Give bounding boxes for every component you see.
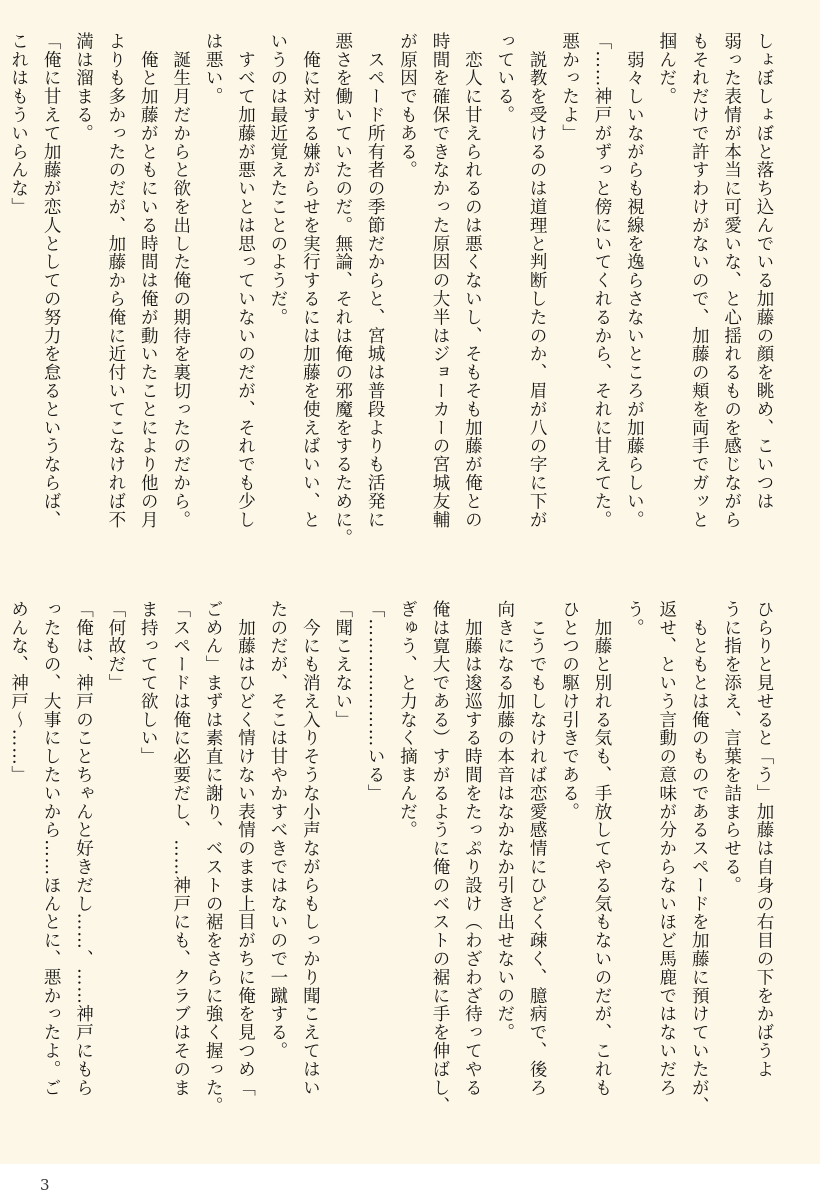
text-line: 弱った表情が本当に可愛いな、と心揺れるものを感じながら <box>721 32 742 529</box>
upper-text-block <box>8 32 780 577</box>
text-line: しょぼしょぼと落ち込んでいる加藤の顔を眺め、こいつは <box>754 32 774 511</box>
text-line: 「俺に甘えて加藤が恋人としての努力を怠るというならば、 <box>41 32 62 529</box>
text-line: 俺と加藤がともにいる時間は俺が動いたことにより他の月 <box>138 32 159 529</box>
text-line: 時間を確保できなかった原因の大半はジョーカーの宮城友輔 <box>429 32 450 529</box>
text-line: ぎゅう、と力なく摘まんだ。 <box>397 600 418 840</box>
text-line: 「俺は、神戸のことちゃんと好きだし……、……神戸にもら <box>73 600 94 1097</box>
lower-text-block <box>8 600 780 1145</box>
text-line: たのだが、そこは甘やかすべきではないので一蹴する。 <box>267 600 288 1060</box>
text-line: う。 <box>624 600 645 637</box>
text-line: 返せ、という言動の意味が分からないほど馬鹿ではないだろ <box>656 600 677 1097</box>
text-line: 悪かったよ」 <box>559 32 580 143</box>
text-line: っている。 <box>494 32 515 124</box>
text-line: 「…………………いる」 <box>365 600 386 803</box>
text-line: 加藤は逡巡する時間をたっぷり設け（わざわざ待ってやる <box>462 600 483 1097</box>
text-line: 掴んだ。 <box>656 32 677 106</box>
text-line <box>0 32 2 577</box>
text-line: よりも多かったのだが、加藤から俺に近付いてこなければ不 <box>105 32 126 529</box>
page-number: 3 <box>40 1176 50 1194</box>
text-line: ひとつの駆け引きである。 <box>559 600 580 821</box>
page-footer <box>0 1164 820 1200</box>
text-line: もともとは俺のものであるスペードを加藤に預けていたが、 <box>689 600 710 1116</box>
text-line: うに指を添え、言葉を詰まらせる。 <box>721 600 742 895</box>
text-line: 「聞こえない」 <box>332 600 353 729</box>
text-line: 向きになる加藤の本音はなかなか引き出せないのだ。 <box>494 600 515 1042</box>
text-line <box>0 600 2 1145</box>
text-line: ごめん」まずは素直に謝り、ベストの裾をさらに強く握った。 <box>203 600 224 1116</box>
text-line: これはもういらんな」 <box>8 32 29 216</box>
text-line: 説教を受けるのは道理と判断したのか、眉が八の字に下が <box>527 32 548 529</box>
text-line: いうのは最近覚えたことのようだ。 <box>267 32 288 327</box>
text-line: 俺は寛大である）すがるように俺のベストの裾に手を伸ばし、 <box>429 600 450 1116</box>
text-line: 弱々しいながらも視線を逸らさないところが加藤らしい。 <box>624 32 645 529</box>
text-line: 「……神戸がずっと傍にいてくれるから、それに甘えてた。 <box>591 32 612 529</box>
text-line: 悪さを働いていたのだ。無論、それは俺の邪魔をするために。 <box>332 32 353 548</box>
text-line: ま持ってて欲しい」 <box>138 600 159 766</box>
text-line: が原因でもある。 <box>397 32 418 180</box>
text-line: 「スペードは俺に必要だし、……神戸にも、クラブはそのま <box>170 600 191 1097</box>
text-line: 俺に対する嫌がらせを実行するには加藤を使えばいい、と <box>300 32 321 529</box>
text-line: 誕生月だからと欲を出した俺の期待を裏切ったのだから。 <box>170 32 191 529</box>
text-line: 加藤と別れる気も、手放してやる気もないのだが、これも <box>591 600 612 1097</box>
text-line: スペード所有者の季節だからと、宮城は普段よりも活発に <box>365 32 386 529</box>
text-line: ひらりと見せると「う」加藤は自身の右目の下をかばうよ <box>754 600 774 1079</box>
text-line: めんな、神戸～……」 <box>8 600 29 784</box>
text-line: こうでもしなければ恋愛感情にひどく疎く、臆病で、後ろ <box>527 600 548 1097</box>
text-line: は悪い。 <box>203 32 224 106</box>
text-line: 加藤はひどく情けない表情のまま上目がちに俺を見つめ「 <box>235 600 256 1097</box>
text-line: 「何故だ」 <box>105 600 126 692</box>
text-line: すべて加藤が悪いとは思っていないのだが、それでも少し <box>235 32 256 529</box>
text-line: ったもの、大事にしたいから……ほんとに、悪かったよ。ご <box>41 600 62 1097</box>
text-line: 恋人に甘えられるのは悪くないし、そもそも加藤が俺との <box>462 32 483 529</box>
text-line: 満は溜まる。 <box>73 32 94 143</box>
text-line: 今にも消え入りそうな小声ながらもしっかり聞こえてはい <box>300 600 321 1097</box>
text-line: もそれだけで許すわけがないので、加藤の頬を両手でガッと <box>689 32 710 529</box>
